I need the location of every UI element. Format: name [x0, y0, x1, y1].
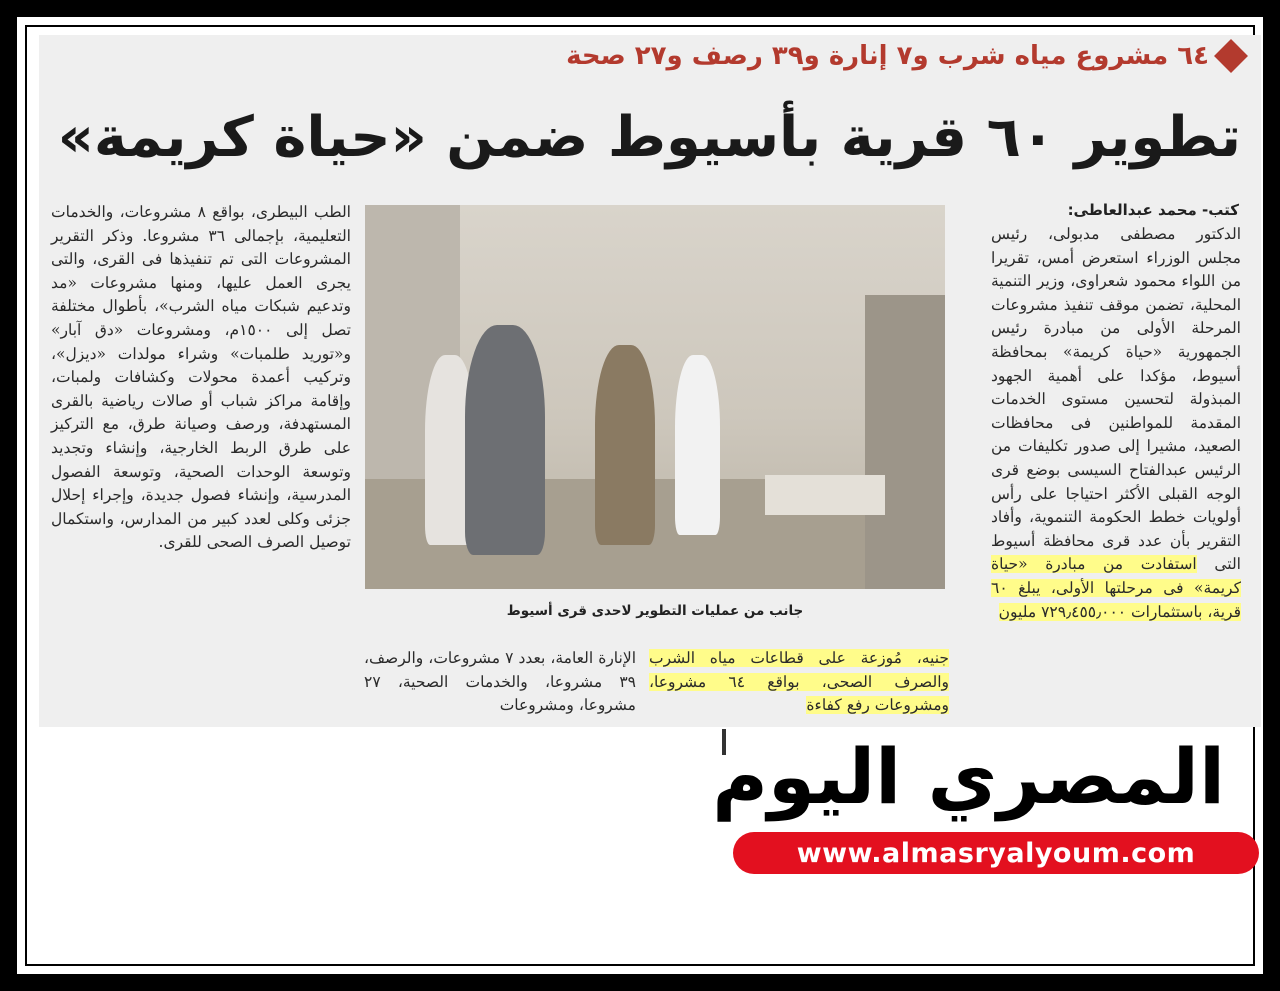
photo-person: [465, 325, 545, 555]
article-column-mid-right: [649, 647, 949, 718]
photo-person: [595, 345, 655, 545]
highlighted-text: جنيه، مُوزعة على قطاعات مياه الشرب والصرف الصحى، بواقع ٦٤ مشروعا، ومشروعات رفع كفاءة: [649, 649, 949, 715]
photo-person: [675, 355, 720, 535]
article-column-right: [991, 223, 1241, 624]
kicker-text: ٦٤ مشروع مياه شرب و٧ إنارة و٣٩ رصف و٢٧ صحة: [566, 41, 1209, 71]
article-headline: تطوير ٦٠ قرية بأسيوط ضمن «حياة كريمة»: [57, 105, 1241, 170]
photo-caption: جانب من عمليات التطوير لاحدى قرى أسيوط: [506, 603, 804, 619]
highlighted-text: استفادت من مبادرة «حياة كريمة» فى مرحلتها الأولى، يبلغ ٦٠ قرية، باستثمارات ٧٢٩٫٤٥٥٫٠٠٠ مليون: [991, 555, 1241, 621]
brand-logo: المصري اليوم: [712, 732, 1225, 821]
page-frame: [14, 14, 1266, 977]
article-kicker: [566, 41, 1243, 71]
brand-url[interactable]: www.almasryalyoum.com: [733, 832, 1259, 874]
column-right-text: الدكتور مصطفى مدبولى، رئيس مجلس الوزراء استعرض أمس، تقريرا من اللواء محمود شعراوى، وزير التنمية المحلية، تضمن موقف تنفيذ مشروعات المرحلة الأولى من مبادرة رئيس الجمهورية «حياة كريمة» بمحافظة أسيوط، مؤكدا على أهمية الجهود المبذولة لتحسين مستوى الخدمات المقدمة للمواطنين فى محافظات الصعيد، مشيرا إلى صدور تكليفات من الرئيس عبدالفتاح السيسى بوضع قرى الوجه القبلى الأكثر احتياجا على رأس أولويات خطط الحكومة التنموية، وأفاد التقرير بأن عدد قرى محافظة أسيوط التى: [991, 225, 1241, 574]
newspaper-clipping: [39, 35, 1261, 727]
article-photo: [365, 205, 945, 589]
article-byline: كتب- محمد عبدالعاطى:: [1067, 201, 1239, 219]
photo-counter: [765, 475, 885, 515]
diamond-icon: [1214, 39, 1248, 73]
article-column-left: الطب البيطرى، بواقع ٨ مشروعات، والخدمات التعليمية، بإجمالى ٣٦ مشروعا. وذكر التقرير المشروعات التى تم تنفيذها فى القرى، والتى يجرى العمل عليها، ومنها مشروعات «مد وتدعيم شبكات مياه الشرب»، بأطوال مختلفة تصل إلى ١٥٠٠م، ومشروعات «دق آبار» و«توريد طلمبات» وشراء مولدات «ديزل»، وتركيب أعمدة محولات وكشافات ولمبات، وإقامة مراكز شباب أو صالات رياضية بالقرى المستهدفة، ورصف وصيانة طرق، مع التركيز على طرق الربط الخارجية، وإنشاء وتجديد وتوسعة الوحدات الصحية، وتوسعة الفصول المدرسية، وإنشاء فصول جديدة، وإجراء إحلال جزئى وكلى لعدد كبير من المدارس، واستكمال توصيل الصرف الصحى للقرى.: [51, 203, 351, 552]
photo-pillar: [865, 295, 945, 589]
article-column-mid-left: الإنارة العامة، بعدد ٧ مشروعات، والرصف، ٣٩ مشروعا، والخدمات الصحية، ٢٧ مشروعا، ومشروعات: [364, 649, 636, 715]
